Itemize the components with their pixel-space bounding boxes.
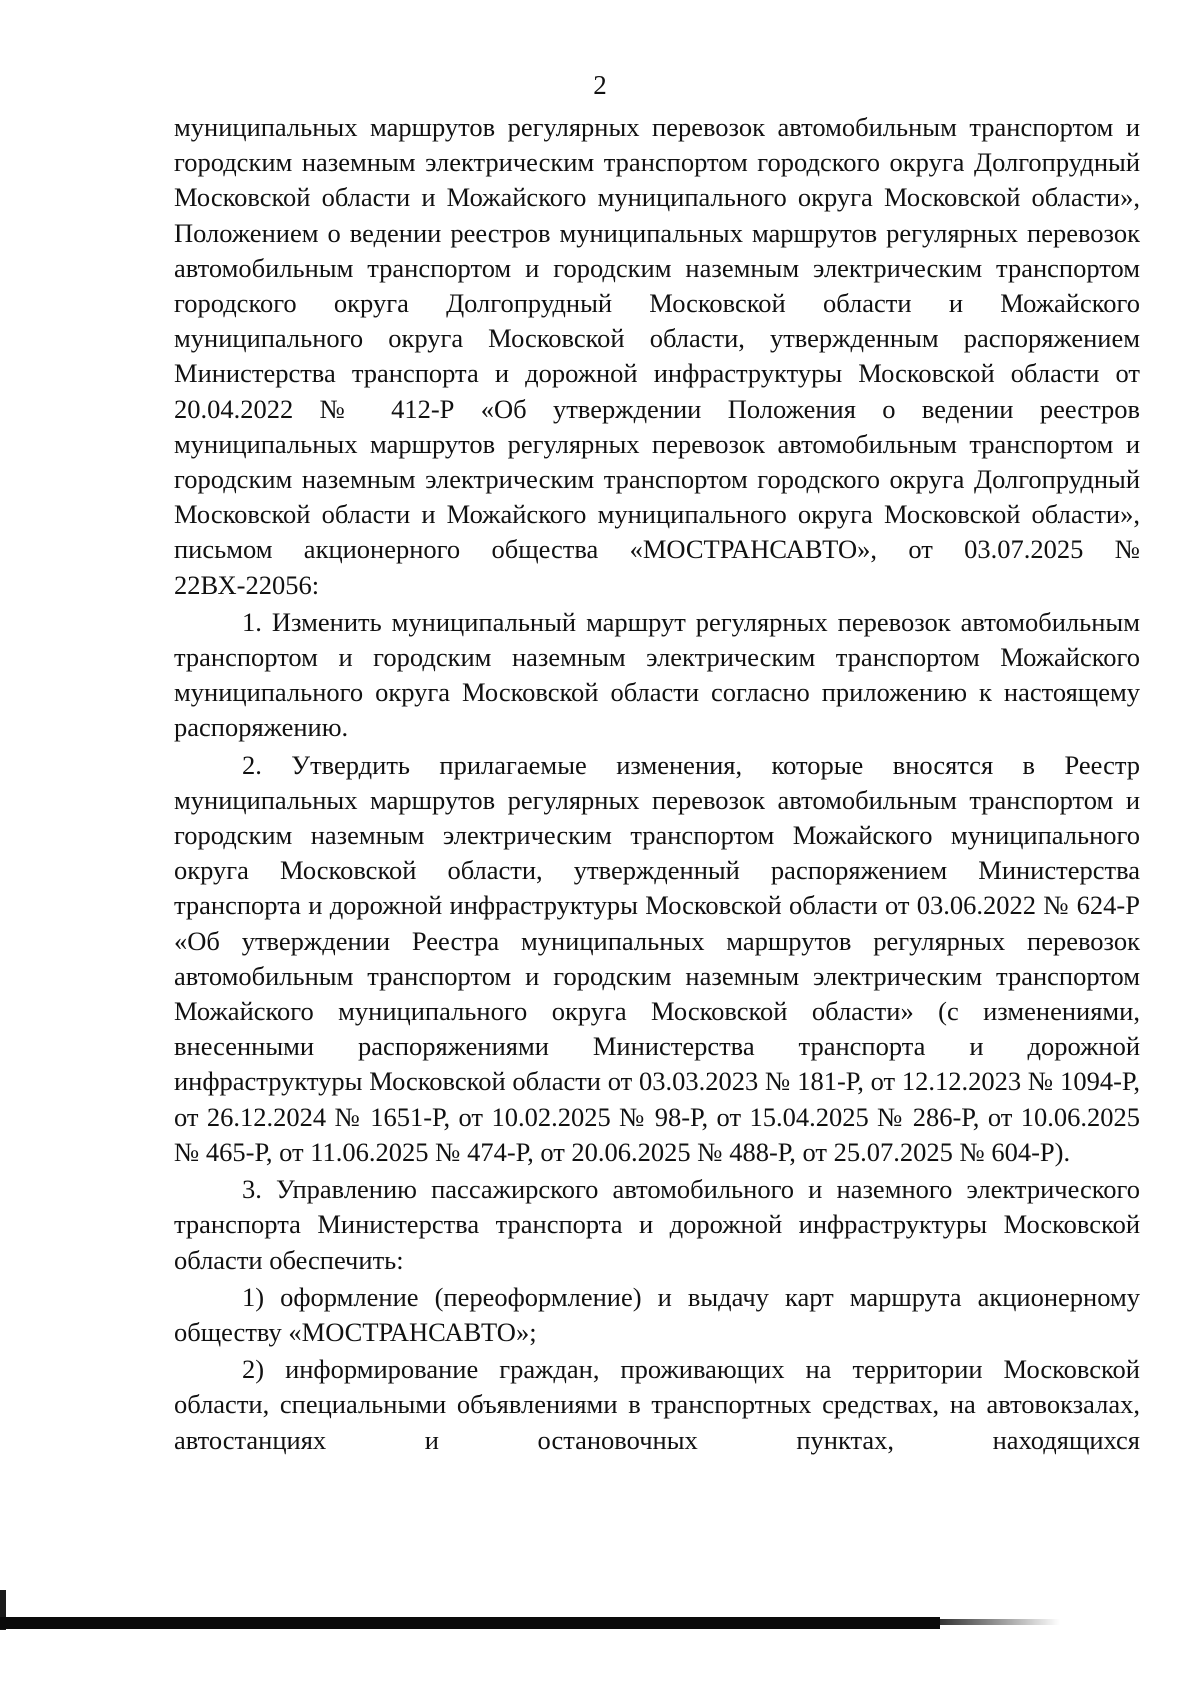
paragraph-continuation: муниципальных маршрутов регулярных перевозок автомобильным транспортом и городским наземным электрическим транспортом городского округа Долгопрудный Московской области и Можайского муниципального округа Московской области», Положением о ведении реестров муниципальных маршрутов регулярных перевозок автомобильным транспортом и городским наземным электрическим транспортом городского округа Долгопрудный Московской области и Можайского муниципального округа Московской области, утвержденным распоряжением Министерства транспорта и дорожной инфраструктуры Московской области от 20.04.2022 № 412-Р «Об утверждении Положения о ведении реестров муниципальных маршрутов регулярных перевозок автомобильным транспортом и городским наземным электрическим транспортом городского округа Долгопрудный Московской области и Можайского муниципального округа Московской области», письмом акционерного общества «МОСТРАНСАВТО», от 03.07.2025 № 22ВХ-22056: <box>174 112 1140 600</box>
scan-bottom-band-fade <box>940 1619 1060 1625</box>
paragraph-item-1: 1. Изменить муниципальный маршрут регулярных перевозок автомобильным транспортом и городским наземным электрическим транспортом Можайского муниципального округа Московской области согласно приложению к настоящему распоряжению. <box>174 606 1140 743</box>
paragraph-subitem-1: 1) оформление (переоформление) и выдачу карт маршрута акционерному обществу «МОСТРАНСАВТО»; <box>174 1281 1140 1347</box>
scan-bottom-band <box>0 1617 940 1629</box>
paragraph-item-2: 2. Утвердить прилагаемые изменения, которые вносятся в Реестр муниципальных маршрутов регулярных перевозок автомобильным транспортом и городским наземным электрическим транспортом Можайского муниципального округа Московской области, утвержденный распоряжением Министерства транспорта и дорожной инфраструктуры Московской области от 03.06.2022 № 624-Р «Об утверждении Реестра муниципальных маршрутов регулярных перевозок автомобильным транспортом и городским наземным электрическим транспортом Можайского муниципального округа Московской области» (с изменениями, внесенными распоряжениями Министерства транспорта и дорожной инфраструктуры Московской области от 03.03.2023 № 181-Р, от 12.12.2023 № 1094-Р, от 26.12.2024 № 1651-Р, от 10.02.2025 № 98-Р, от 15.04.2025 № 286-Р, от 10.06.2025 № 465-Р, от 11.06.2025 № 474-Р, от 20.06.2025 № 488-Р, от 25.07.2025 № 604-Р). <box>174 749 1140 1167</box>
paragraph-item-3: 3. Управлению пассажирского автомобильного и наземного электрического транспорта Министерства транспорта и дорожной инфраструктуры Московской области обеспечить: <box>174 1174 1140 1275</box>
paragraph-subitem-2: 2) информирование граждан, проживающих на территории Московской области, специальными объявлениями в транспортных средствах, на автовокзалах, автостанциях и остановочных пунктах, находящихся <box>174 1354 1140 1455</box>
page-number: 2 <box>593 70 607 100</box>
document-body <box>174 110 1140 1460</box>
